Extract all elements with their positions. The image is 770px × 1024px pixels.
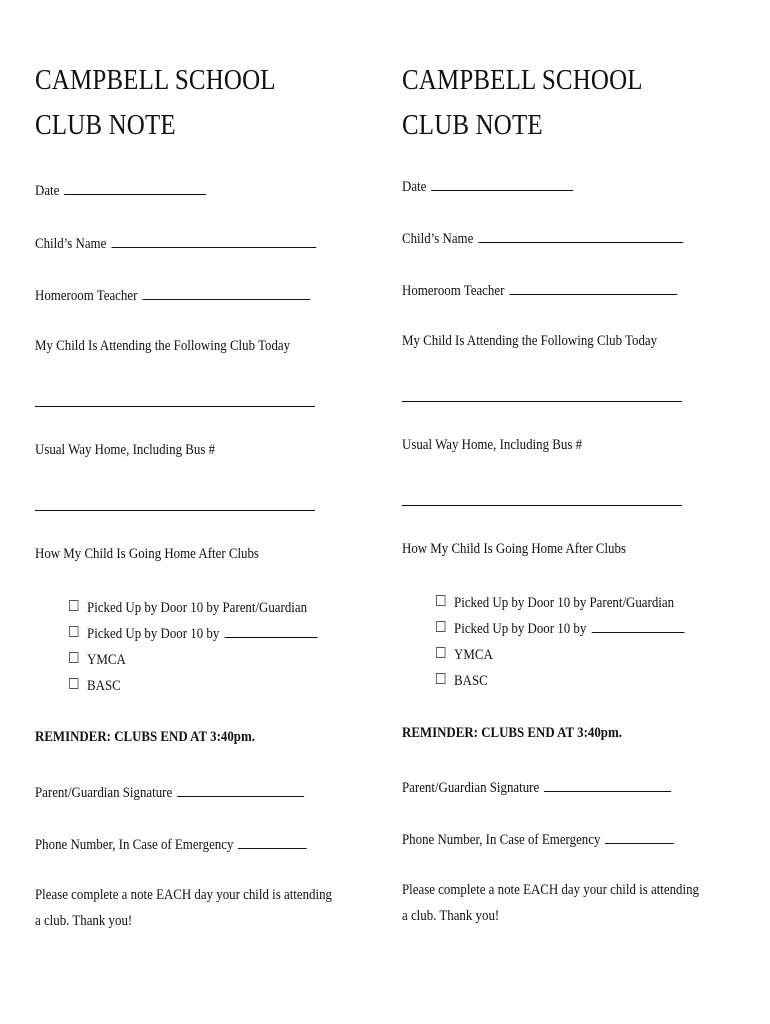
phone-label: Phone Number, In Case of Emergency	[35, 837, 234, 853]
closing-paragraph	[35, 882, 362, 934]
way-home-blank[interactable]	[35, 510, 315, 511]
child-name-blank[interactable]	[111, 233, 316, 248]
after-clubs-label: How My Child Is Going Home After Clubs	[402, 541, 626, 557]
option-parent[interactable]	[69, 595, 317, 621]
option-label: Picked Up by Door 10 by Parent/Guardian	[87, 600, 308, 616]
phone-blank[interactable]	[238, 834, 307, 849]
way-home-label: Usual Way Home, Including Bus #	[35, 442, 216, 458]
homeroom-label: Homeroom Teacher	[402, 283, 505, 299]
signature-label: Parent/Guardian Signature	[402, 780, 540, 796]
signature-field	[402, 777, 671, 797]
checkbox[interactable]	[436, 595, 445, 606]
club-field-label: My Child Is Attending the Following Club Today	[402, 333, 658, 349]
home-options-list	[436, 590, 684, 694]
note-title	[35, 58, 319, 148]
phone-field	[35, 834, 307, 854]
title-line-2: CLUB NOTE	[402, 109, 543, 141]
other-person-blank[interactable]	[224, 623, 317, 638]
closing-paragraph	[402, 877, 729, 929]
checkbox[interactable]	[69, 626, 78, 637]
title-line-2: CLUB NOTE	[35, 109, 176, 141]
note-title	[402, 58, 686, 148]
option-basc[interactable]	[436, 668, 684, 694]
checkbox[interactable]	[69, 678, 78, 689]
closing-line-2: a club. Thank you!	[35, 913, 133, 929]
date-field	[35, 180, 206, 200]
checkbox[interactable]	[436, 621, 445, 632]
option-label: BASC	[87, 678, 121, 694]
home-options-list	[69, 595, 317, 699]
option-parent[interactable]	[436, 590, 684, 616]
option-label: Picked Up by Door 10 by Parent/Guardian	[454, 595, 675, 611]
option-label: BASC	[454, 673, 488, 689]
closing-line-1: Please complete a note EACH day your child is attending	[35, 887, 332, 903]
option-label: YMCA	[87, 652, 126, 668]
way-home-blank[interactable]	[402, 505, 682, 506]
way-home-label: Usual Way Home, Including Bus #	[402, 437, 583, 453]
option-ymca[interactable]	[436, 642, 684, 668]
option-label: YMCA	[454, 647, 493, 663]
signature-blank[interactable]	[177, 782, 304, 797]
homeroom-blank[interactable]	[509, 280, 677, 295]
reminder-text: REMINDER: CLUBS END AT 3:40pm.	[402, 725, 622, 741]
club-blank[interactable]	[402, 401, 682, 402]
club-field-label: My Child Is Attending the Following Club Today	[35, 338, 291, 354]
after-clubs-label: How My Child Is Going Home After Clubs	[35, 546, 259, 562]
other-person-blank[interactable]	[591, 618, 684, 633]
closing-line-1: Please complete a note EACH day your child is attending	[402, 882, 699, 898]
date-label: Date	[402, 179, 427, 195]
option-label: Picked Up by Door 10 by	[454, 621, 587, 637]
reminder-text: REMINDER: CLUBS END AT 3:40pm.	[35, 729, 255, 745]
closing-line-2: a club. Thank you!	[402, 908, 500, 924]
club-note-left	[35, 58, 365, 929]
signature-field	[35, 782, 304, 802]
homeroom-field	[402, 280, 677, 300]
club-blank[interactable]	[35, 406, 315, 407]
option-basc[interactable]	[69, 673, 317, 699]
option-other-person[interactable]	[436, 616, 684, 642]
child-name-field	[35, 233, 316, 253]
date-blank[interactable]	[64, 180, 206, 195]
title-line-1: CAMPBELL SCHOOL	[35, 64, 276, 96]
option-label: Picked Up by Door 10 by	[87, 626, 220, 642]
option-ymca[interactable]	[69, 647, 317, 673]
checkbox[interactable]	[69, 652, 78, 663]
phone-blank[interactable]	[605, 829, 674, 844]
checkbox[interactable]	[436, 673, 445, 684]
date-blank[interactable]	[431, 176, 573, 191]
phone-label: Phone Number, In Case of Emergency	[402, 832, 601, 848]
signature-blank[interactable]	[544, 777, 671, 792]
checkbox[interactable]	[436, 647, 445, 658]
child-name-blank[interactable]	[478, 228, 683, 243]
phone-field	[402, 829, 674, 849]
homeroom-blank[interactable]	[142, 285, 310, 300]
date-label: Date	[35, 183, 60, 199]
child-name-label: Child’s Name	[402, 231, 474, 247]
club-note-right	[402, 58, 732, 924]
signature-label: Parent/Guardian Signature	[35, 785, 173, 801]
option-other-person[interactable]	[69, 621, 317, 647]
date-field	[402, 176, 573, 196]
child-name-label: Child’s Name	[35, 236, 107, 252]
child-name-field	[402, 228, 683, 248]
homeroom-label: Homeroom Teacher	[35, 288, 138, 304]
checkbox[interactable]	[69, 600, 78, 611]
title-line-1: CAMPBELL SCHOOL	[402, 64, 643, 96]
homeroom-field	[35, 285, 310, 305]
